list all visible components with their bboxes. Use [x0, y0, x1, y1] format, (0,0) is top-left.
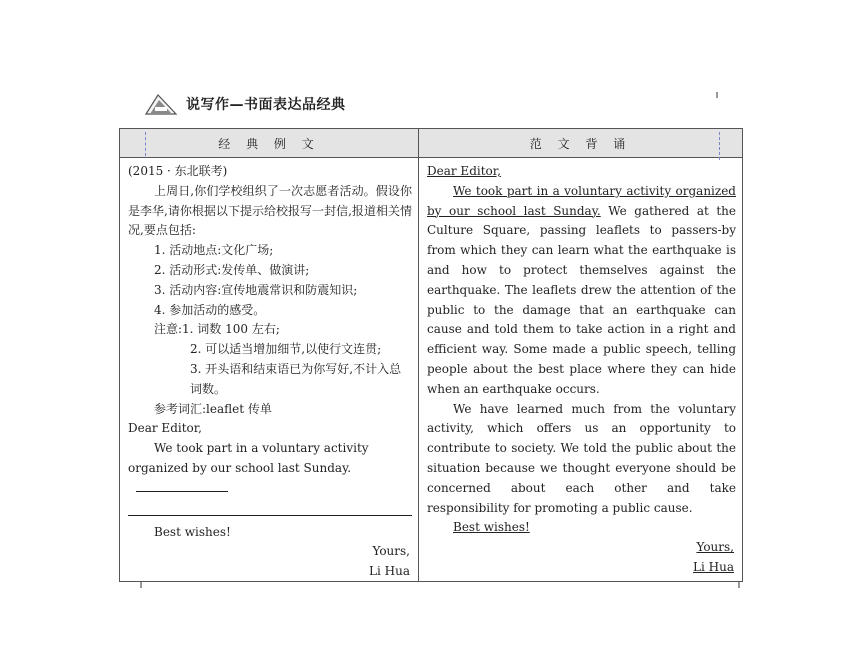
right-name-text: Li Hua [693, 559, 734, 574]
sample-essay-heading: 经 典 例 文 [120, 129, 418, 158]
left-sign-off: Yours, [372, 544, 410, 559]
guide-mark [719, 132, 720, 160]
right-sign-off [427, 538, 736, 558]
pencil-badge-icon [144, 92, 178, 116]
model-essay-column [419, 129, 742, 581]
left-salutation: Dear Editor, [128, 421, 202, 436]
right-closing [427, 518, 736, 538]
right-closing-text: Best wishes! [453, 520, 530, 535]
right-opening-underlined: We took part in a voluntary activity organized by our school last Sunday. [427, 183, 736, 218]
prompt-point: 3. 活动内容:宣传地震常识和防震知识; [154, 282, 358, 297]
right-paragraph-1 [427, 182, 736, 400]
section-title: 说写作—书面表达品经典 [186, 97, 346, 113]
right-salutation [427, 162, 736, 182]
prompt-point: 1. 活动地点:文化广场; [154, 243, 274, 258]
right-salutation-text: Dear Editor, [427, 164, 501, 178]
prompt-source: (2015 · 东北联考) [128, 164, 228, 178]
left-opening [128, 439, 412, 498]
right-name [427, 558, 736, 578]
left-name: Li Hua [369, 564, 410, 579]
corner-mark [140, 582, 142, 588]
vocab-hint: 参考词汇:leaflet 传单 [154, 401, 272, 416]
notes-label: 注意:1. 词数 100 左右; [154, 322, 280, 337]
guide-mark [145, 132, 146, 156]
model-essay-heading: 范 文 背 诵 [419, 129, 742, 158]
prompt-point: 4. 参加活动的感受。 [154, 302, 266, 317]
note-item: 2. 可以适当增加细节,以使行文连贯; [190, 342, 382, 357]
answer-blank [136, 479, 228, 492]
right-sign-off-text: Yours, [696, 540, 734, 555]
essay-table [119, 128, 743, 582]
left-closing: Best wishes! [154, 524, 231, 539]
section-header [144, 90, 346, 118]
corner-mark [716, 92, 718, 98]
prompt-intro: 上周日,你们学校组织了一次志愿者活动。假设你是李华,请你根据以下提示给校报写一封信,报道相关情况,要点包括: [128, 183, 412, 238]
left-opening-text: We took part in a voluntary activity organized by our school last Sunday. [128, 441, 369, 475]
corner-mark [738, 582, 740, 588]
note-item: 3. 开头语和结束语已为你写好,不计入总词数。 [190, 361, 402, 396]
right-paragraph-2: We have learned much from the voluntary activity, which offers us an opportunity to contribute to society. We told the public about the situation because we thought everyone should be concerned about each other and take responsibility for promoting a public cause. [427, 401, 736, 515]
answer-line [128, 503, 412, 516]
prompt-point: 2. 活动形式:发传单、做演讲; [154, 262, 310, 277]
right-paragraph-1-text: We gathered at the Culture Square, passing leaflets to passers-by from which they can learn what the earthquake is and how to protect themselves against the earthquake. The leaflets drew the attention of the public to the damage that an earthquake can cause and told them to take action in a right and efficient way. Some made a public speech, telling people about the best place where they can hide when an earthquake occurs. [427, 203, 736, 396]
sample-essay-column [120, 129, 419, 581]
